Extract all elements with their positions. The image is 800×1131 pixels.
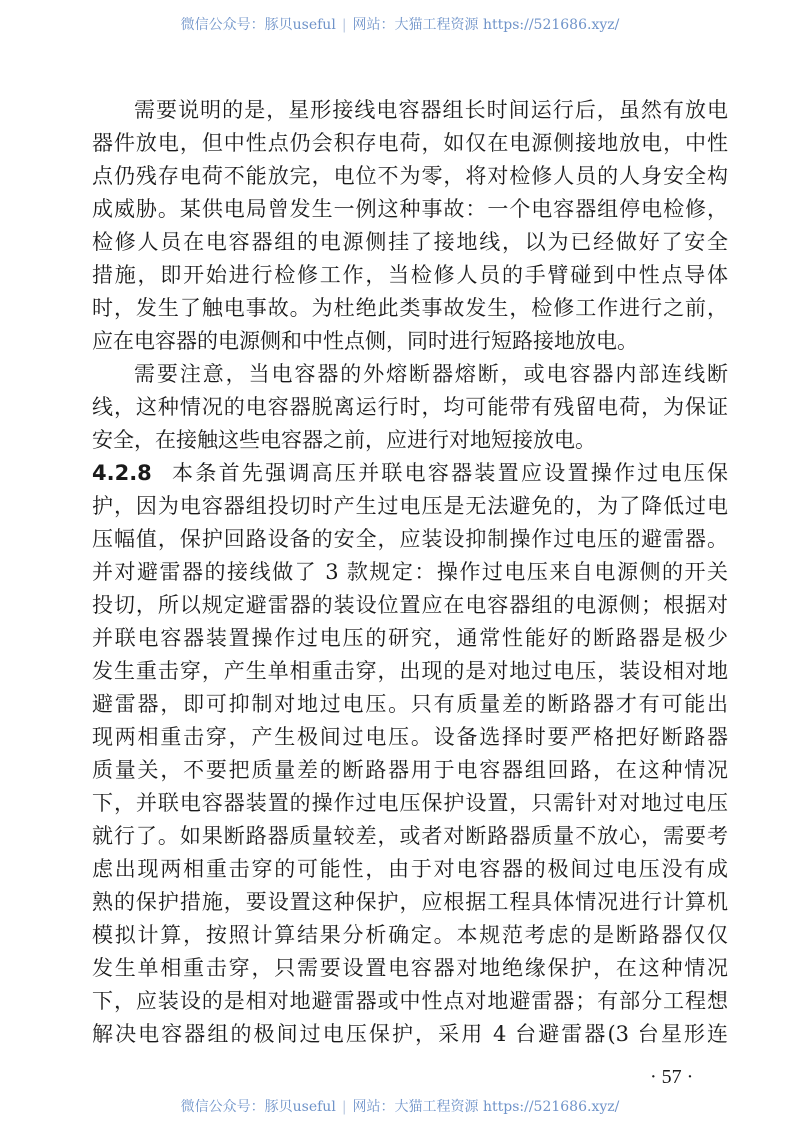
watermark-website: 网站：大猫工程资源 https://521686.xyz/ <box>352 1099 620 1115</box>
text-line <box>92 325 728 358</box>
text-line <box>92 589 728 622</box>
watermark-footer <box>0 1096 800 1116</box>
line-text: 器件放电，但中性点仍会积存电荷，如仅在电源侧接地放电，中性 <box>92 131 728 155</box>
line-text: 发生单相重击穿，只需要设置电容器对地绝缘保护，在这种情况 <box>92 956 728 980</box>
line-text: 就行了。如果断路器质量较差，或者对断路器质量不放心，需要考 <box>92 824 728 848</box>
text-line <box>92 523 728 556</box>
clause-number: 4.2.8 <box>92 461 152 485</box>
line-text: 压幅值，保护回路设备的安全，应装设抑制操作过电压的避雷器。 <box>92 527 728 551</box>
line-text: 成威胁。某供电局曾发生一例这种事故：一个电容器组停电检修， <box>92 197 728 221</box>
text-line <box>92 259 728 292</box>
line-text: 应在电容器的电源侧和中性点侧，同时进行短路接地放电。 <box>92 329 638 353</box>
text-line <box>92 754 728 787</box>
watermark-website: 网站：大猫工程资源 https://521686.xyz/ <box>352 17 620 33</box>
line-text: 下，应装设的是相对地避雷器或中性点对地避雷器；有部分工程想 <box>92 989 728 1013</box>
text-line <box>92 919 728 952</box>
line-text: 需要说明的是，星形接线电容器组长时间运行后，虽然有放电 <box>134 98 728 122</box>
watermark-header <box>0 14 800 34</box>
watermark-wechat: 微信公众号：豚贝useful <box>180 17 336 33</box>
watermark-separator: | <box>341 1099 347 1115</box>
line-text: 现两相重击穿，产生极间过电压。设备选择时要严格把好断路器 <box>92 725 728 749</box>
text-line <box>92 688 728 721</box>
line-text: 熟的保护措施，要设置这种保护，应根据工程具体情况进行计算机 <box>92 890 728 914</box>
text-line <box>92 556 728 589</box>
line-text: 并联电容器装置操作过电压的研究，通常性能好的断路器是极少 <box>92 626 728 650</box>
text-line <box>92 1018 728 1051</box>
line-text: 投切，所以规定避雷器的装设位置应在电容器组的电源侧；根据对 <box>92 593 728 617</box>
line-text: 安全，在接触这些电容器之前，应进行对地短接放电。 <box>92 428 596 452</box>
text-line <box>92 358 728 391</box>
clause-paragraph <box>92 457 728 1051</box>
text-line <box>92 94 728 127</box>
paragraph <box>92 94 728 358</box>
text-line <box>92 787 728 820</box>
text-line <box>92 952 728 985</box>
text-line <box>92 457 728 490</box>
line-text: 需要注意，当电容器的外熔断器熔断，或电容器内部连线断 <box>134 362 728 386</box>
text-line <box>92 853 728 886</box>
line-text: 模拟计算，按照计算结果分析确定。本规范考虑的是断路器仅仅 <box>92 923 728 947</box>
text-line <box>92 886 728 919</box>
text-line <box>92 820 728 853</box>
line-text: 质量关，不要把质量差的断路器用于电容器组回路，在这种情况 <box>92 758 728 782</box>
page-number: · 57 · <box>650 1066 694 1088</box>
line-text: 线，这种情况的电容器脱离运行时，均可能带有残留电荷，为保证 <box>92 395 728 419</box>
line-text: 并对避雷器的接线做了 3 款规定：操作过电压来自电源侧的开关 <box>92 560 728 584</box>
text-line <box>92 226 728 259</box>
text-line <box>92 655 728 688</box>
line-text: 时，发生了触电事故。为杜绝此类事故发生，检修工作进行之前， <box>92 296 728 320</box>
line-text: 点仍残存电荷不能放完，电位不为零，将对检修人员的人身安全构 <box>92 164 728 188</box>
watermark-separator: | <box>341 17 347 33</box>
text-line <box>92 391 728 424</box>
line-text: 检修人员在电容器组的电源侧挂了接地线，以为已经做好了安全 <box>92 230 728 254</box>
line-text: 解决电容器组的极间过电压保护，采用 4 台避雷器(3 台星形连 <box>92 1022 728 1046</box>
text-line <box>92 160 728 193</box>
text-line <box>92 985 728 1018</box>
line-text: 虑出现两相重击穿的可能性，由于对电容器的极间过电压没有成 <box>92 857 728 881</box>
line-text: 护，因为电容器组投切时产生过电压是无法避免的，为了降低过电 <box>92 494 728 518</box>
text-line <box>92 127 728 160</box>
line-text: 避雷器，即可抑制对地过电压。只有质量差的断路器才有可能出 <box>92 692 728 716</box>
text-line <box>92 292 728 325</box>
text-line <box>92 721 728 754</box>
paragraph <box>92 358 728 457</box>
text-line <box>92 622 728 655</box>
text-line <box>92 490 728 523</box>
line-text: 本条首先强调高压并联电容器装置应设置操作过电压保 <box>169 461 728 485</box>
text-line <box>92 424 728 457</box>
line-text: 发生重击穿，产生单相重击穿，出现的是对地过电压，装设相对地 <box>92 659 728 683</box>
line-text: 措施，即开始进行检修工作，当检修人员的手臂碰到中性点导体 <box>92 263 728 287</box>
line-text: 下，并联电容器装置的操作过电压保护设置，只需针对对地过电压 <box>92 791 728 815</box>
text-line <box>92 193 728 226</box>
document-body <box>92 94 728 1051</box>
watermark-wechat: 微信公众号：豚贝useful <box>180 1099 336 1115</box>
